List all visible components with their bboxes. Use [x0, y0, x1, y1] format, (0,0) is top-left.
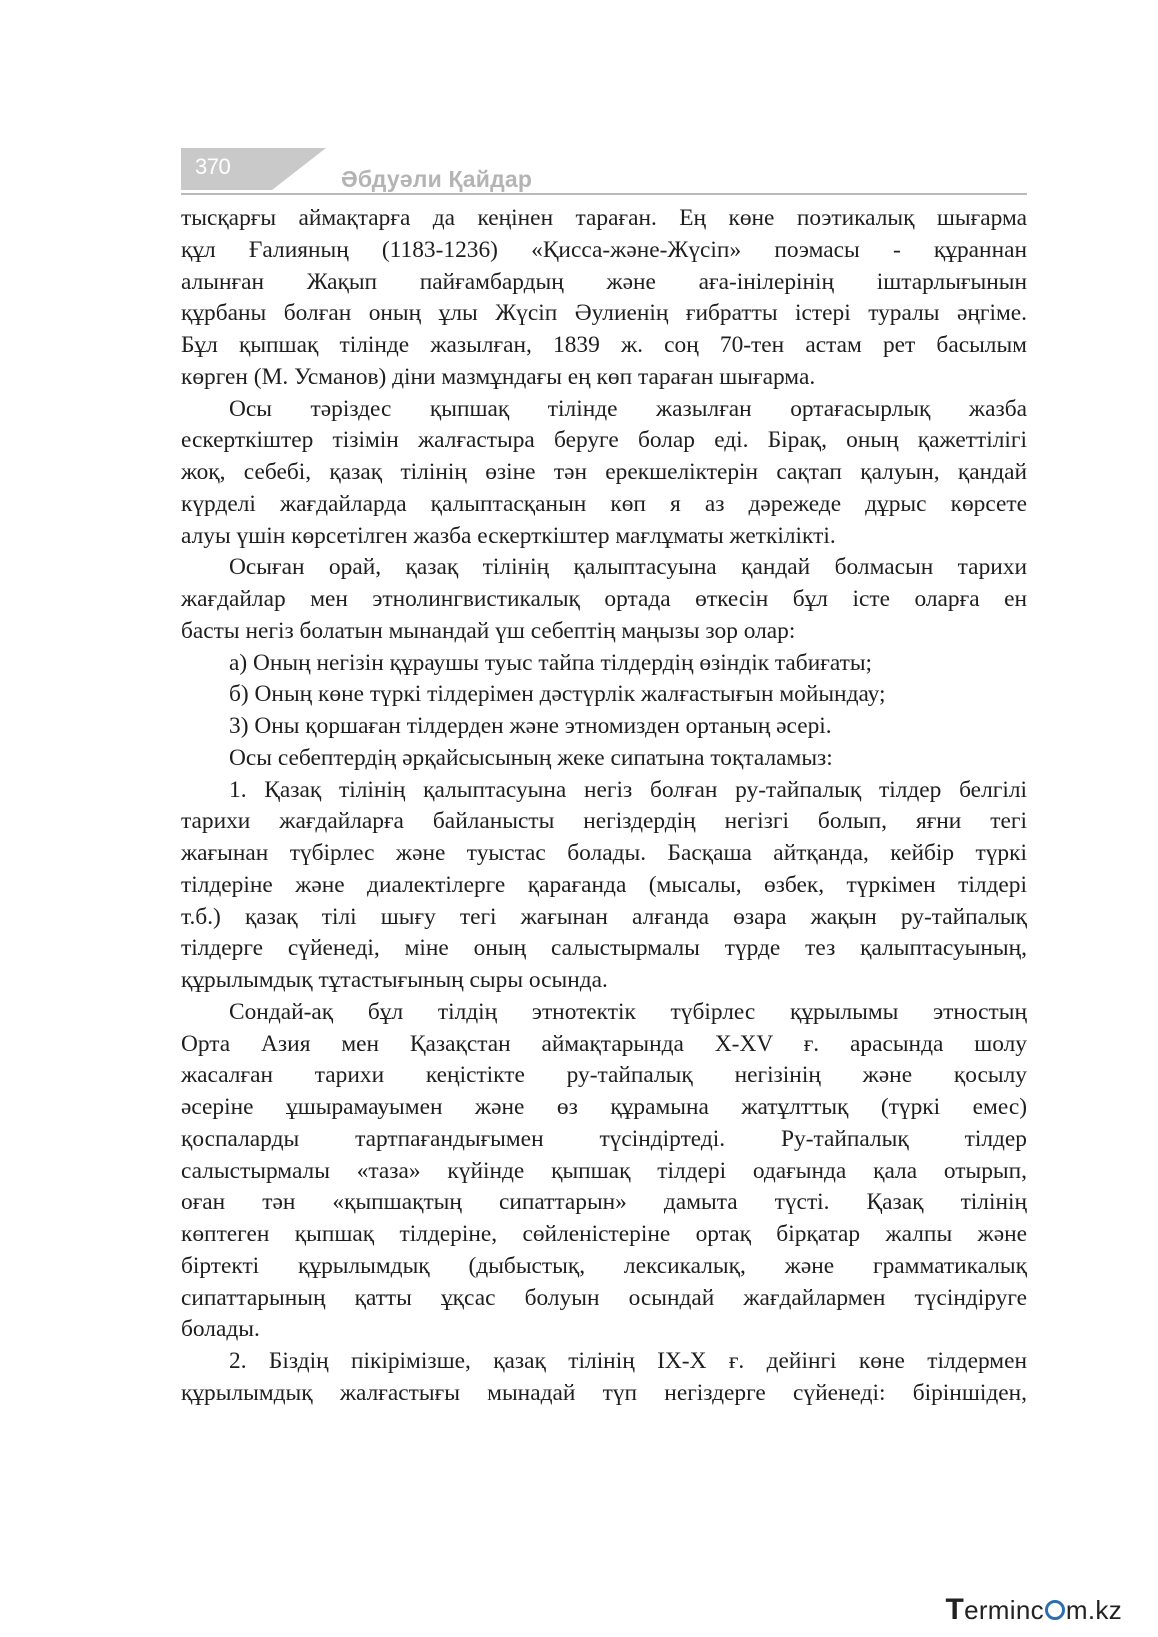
text-line: сипаттарының қатты ұқсас болуын осындай жағдайлармен түсіндіруге [181, 1284, 1027, 1311]
text-line: 1. Қазақ тілінің қалыптасуына негіз болған ру-тайпалық тілдер белгілі [229, 776, 1027, 803]
watermark-o-icon [1045, 1600, 1065, 1620]
text-line: тарихи жағдайларға байланысты негіздердің негізгі болып, яғни тегі [181, 808, 1027, 835]
text-line: тілдерге сүйенеді, міне оның салыстырмалы түрде тез қалыптасуының, [181, 935, 1027, 962]
text-line: құрбаны болған оның ұлы Жүсіп Әулиенің ғибратты істері туралы әңгіме. [181, 300, 1027, 327]
text-line: Осыған орай, қазақ тілінің қалыптасуына қандай болмасын тарихи [229, 554, 1027, 581]
text-line: күрделі жағдайларда қалыптасқанын көп я аз дәрежеде дұрыс көрсете [181, 490, 1027, 517]
text-line: көптеген қыпшақ тілдеріне, сөйленістеріне ортақ бірқатар жалпы және [181, 1221, 1027, 1247]
text-line: оған тән «қыпшақтың сипаттарын» дамыта түсті. Қазақ тілінің [181, 1189, 1027, 1216]
text-line: Сондай-ақ бұл тілдің этнотектік түбірлес құрылымы этностың [229, 998, 1027, 1025]
text-line: б) Оның көне түркі тілдерімен дәстүрлік жалғастығын мойындау; [229, 681, 886, 708]
page-number: 370 [195, 154, 231, 179]
text-line: жоқ, себебі, қазақ тілінің өзіне тән ерекшеліктерін сақтап қалуын, қандай [181, 459, 1027, 485]
text-line: ескерткіштер тізімін жалғастыра беруге болар еді. Бірақ, оның қажеттілігі [181, 427, 1027, 454]
text-line: басты негіз болатын мынандай үш себептің маңызы зор олар: [181, 617, 796, 644]
site-watermark [945, 1593, 1122, 1627]
text-line: қоспаларды тартпағандығымен түсіндіртеді. Ру-тайпалық тілдер [181, 1125, 1027, 1152]
watermark-text-1: erminc [964, 1595, 1044, 1625]
text-line: Орта Азия мен Қазақстан аймақтарында Х-ХV ғ. арасында шолу [181, 1030, 1027, 1057]
watermark-text-2: m.kz [1065, 1595, 1122, 1625]
text-line: 3) Оны қоршаған тілдерден және этномизден ортаның әсері. [229, 713, 832, 739]
running-head [181, 148, 1027, 194]
text-line: құл Ғалияның (1183-1236) «Қисса-және-Жүсіп» поэмасы - құраннан [181, 236, 1027, 263]
text-line: алуы үшін көрсетілген жазба ескерткіштер мағлұматы жеткілікті. [181, 522, 836, 549]
body-text [181, 203, 1027, 1410]
text-line: болады. [181, 1316, 260, 1343]
text-line: Бұл қыпшақ тілінде жазылған, 1839 ж. соң 70-тен астам рет басылым [181, 332, 1027, 358]
text-line: тілдеріне және диалектілерге қарағанда (мысалы, өзбек, түркімен тілдері [181, 871, 1027, 898]
text-line: Осы себептердің әрқайсысының жеке сипатына тоқталамыз: [229, 744, 833, 771]
text-line: біртекті құрылымдық (дыбыстық, лексикалық, және грамматикалық [181, 1252, 1027, 1279]
text-line: құрылымдық тұтастығының сыры осында. [181, 967, 608, 993]
text-line: құрылымдық жалғастығы мынадай түп негіздерге сүйенеді: біріншіден, [181, 1379, 1027, 1406]
header-rule [181, 193, 1027, 195]
text-line: жағдайлар мен этнолингвистикалық ортада өткесін бұл істе оларға ен [181, 586, 1027, 612]
text-line: 2. Біздің пікірімізше, қазақ тілінің ІХ-Х ғ. дейінгі көне тілдермен [229, 1348, 1027, 1374]
text-line: т.б.) қазақ тілі шығу тегі жағынан алғанда өзара жақын ру-тайпалық [181, 903, 1027, 930]
text-line: көрген (М. Усманов) діни мазмұндағы ең көп тараған шығарма. [181, 363, 816, 390]
page-tab-slant [272, 148, 326, 190]
running-author: Әбдуәли Қайдар [341, 166, 533, 192]
text-line: тысқарғы аймақтарға да кеңінен тараған. Ең көне поэтикалық шығарма [181, 205, 1027, 231]
text-line: салыстырмалы «таза» күйінде қыпшақ тілдері одағында қала отырып, [181, 1157, 1027, 1184]
text-line: жасалған тарихи кеңістікте ру-тайпалық негізінің және қосылу [181, 1062, 1027, 1089]
page-number-tab [181, 148, 272, 190]
text-line: жағынан түбірлес және туыстас болады. Басқаша айтқанда, кейбір түркі [181, 840, 1027, 866]
watermark-t: T [945, 1593, 965, 1626]
text-line: а) Оның негізін құраушы туыс тайпа тілдердің өзіндік табиғаты; [229, 649, 873, 676]
text-line: алынған Жақып пайғамбардың және аға-інілерінің іштарлығынын [181, 268, 1027, 295]
text-line: Осы тәріздес қыпшақ тілінде жазылған ортағасырлық жазба [229, 395, 1027, 422]
text-line: әсеріне ұшырамауымен және өз құрамына жатұлттық (түркі емес) [181, 1094, 1027, 1120]
